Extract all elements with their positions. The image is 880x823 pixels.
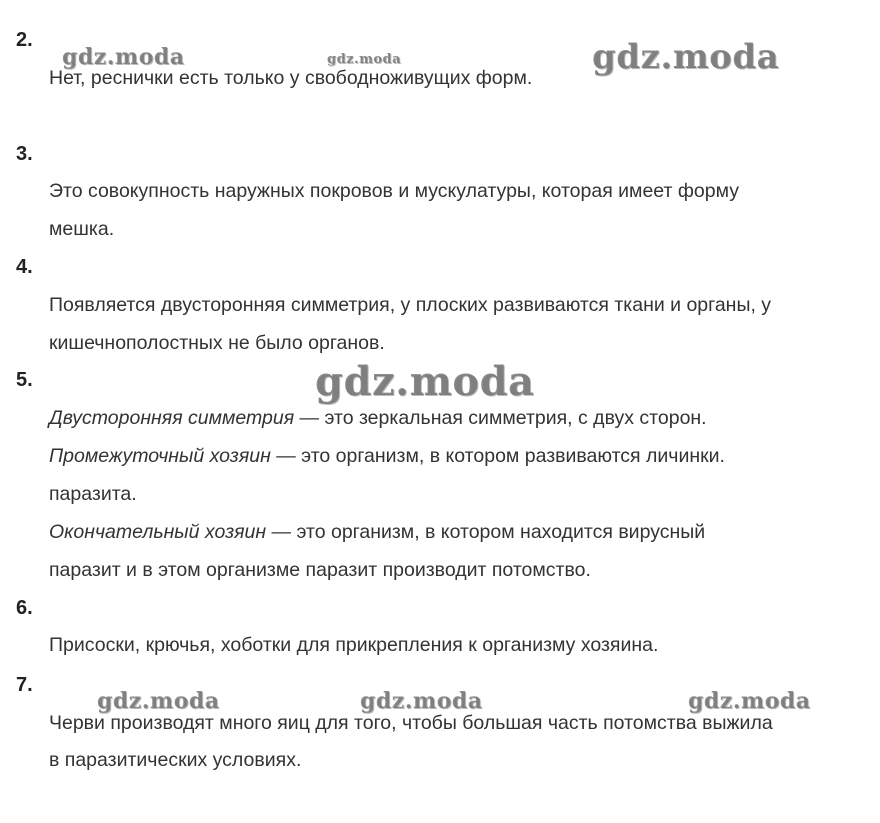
answer-number-6: 6.: [16, 597, 33, 619]
answer-6-line-1: Присоски, крючья, хоботки для прикрепления к организму хозяина.: [49, 634, 659, 656]
definition-intermediate-host: [49, 444, 725, 468]
answer-4-line-2: кишечнополостных не было органов.: [49, 332, 385, 354]
answer-3-line-2: мешка.: [49, 218, 115, 240]
answer-3-line-1: Это совокупность наружных покровов и мускулатуры, которая имеет форму: [49, 180, 739, 202]
definition-text: — это организм, в котором находится вирусный: [266, 521, 706, 543]
answer-7-line-1: Черви производят много яиц для того, чтобы большая часть потомства выжила: [49, 712, 773, 734]
definition-text: — это организм, в котором развиваются личинки.: [270, 445, 725, 467]
answer-5-line-3: паразита.: [49, 483, 137, 505]
term-bilateral-symmetry: Двусторонняя симметрия: [49, 407, 295, 429]
definition-text: — это зеркальная симметрия, с двух сторон.: [294, 407, 707, 429]
watermark: gdz.moda: [97, 688, 220, 714]
answer-5-line-5: паразит и в этом организме паразит производит потомство.: [49, 559, 591, 581]
answer-7-line-2: в паразитических условиях.: [49, 749, 302, 771]
watermark: gdz.moda: [592, 37, 780, 77]
answer-number-7: 7.: [16, 674, 33, 696]
answer-number-4: 4.: [16, 256, 33, 278]
watermark: gdz.moda: [688, 688, 811, 714]
watermark: gdz.moda: [327, 52, 402, 67]
answer-number-2: 2.: [16, 29, 33, 51]
watermark: gdz.moda: [360, 688, 483, 714]
watermark: gdz.moda: [315, 358, 535, 405]
definition-definitive-host: [49, 520, 705, 544]
term-intermediate-host: Промежуточный хозяин: [49, 445, 271, 467]
answer-4-line-1: Появляется двусторонняя симметрия, у плоских развиваются ткани и органы, у: [49, 294, 772, 316]
term-definitive-host: Окончательный хозяин: [49, 521, 267, 543]
answer-number-3: 3.: [16, 143, 33, 165]
answer-2-line-1: Нет, реснички есть только у свободноживущих форм.: [49, 67, 533, 89]
answer-number-5: 5.: [16, 369, 33, 391]
watermark: gdz.moda: [62, 44, 185, 70]
definition-bilateral-symmetry: [49, 406, 707, 430]
